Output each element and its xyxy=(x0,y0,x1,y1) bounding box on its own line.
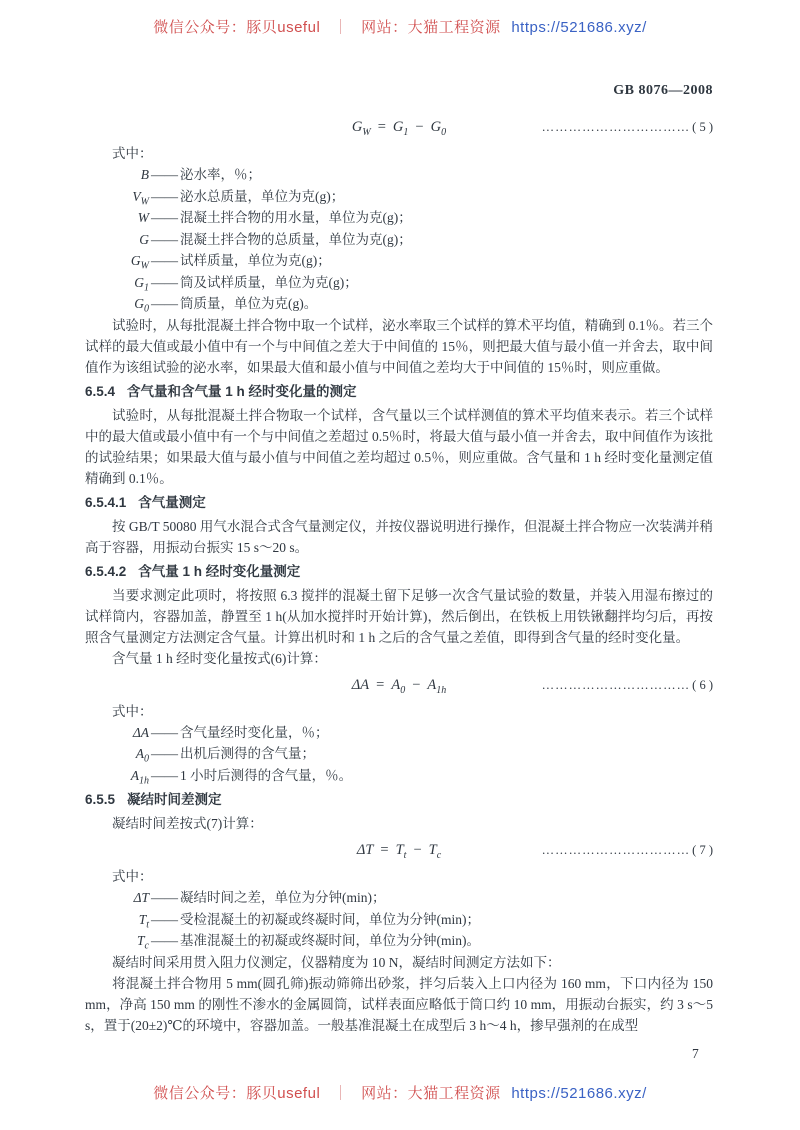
leader-dots: …………………………… xyxy=(541,843,691,857)
term-symbol: V xyxy=(132,188,141,204)
term-subscript: W xyxy=(140,196,149,208)
minus-sign: − xyxy=(415,119,424,135)
para-setting-time-method-body: 将混凝土拌合物用 5 mm(圆孔筛)振动筛筛出砂浆，拌匀后装入上口内径为 160 mm，下口内径为 150 mm，净高 150 mm 的刚性不渗水的金属圆筒，试样表面应略低于筒口约 10 mm，用振动台振实，约 3 s～5 s，置于(20±2)℃的环境中，容器加盖。一般基准混凝土在成型后 3 h～4 h，掺早强剂的在成型 xyxy=(85,975,713,1033)
term-symbol: A xyxy=(135,746,144,761)
definition-desc: 试样质量，单位为克(g)； xyxy=(180,253,331,268)
formula-5-reference xyxy=(542,114,713,141)
term-subscript: 1h xyxy=(139,775,149,787)
formula-6-expression xyxy=(351,676,447,696)
para-formula-7-intro: 凝结时间差按式(7)计算： xyxy=(112,816,263,831)
heading-title: 含气量和含气量 1 h 经时变化量的测定 xyxy=(127,383,357,399)
formula-5 xyxy=(85,113,713,141)
definition-dash: —— xyxy=(151,167,178,182)
banner-wechat-text: 微信公众号：豚贝useful xyxy=(153,1085,321,1102)
definition-desc: 含气量经时变化量，％； xyxy=(180,724,329,740)
heading-title: 含气量测定 xyxy=(138,494,206,510)
banner-site-text: 网站：大猫工程资源 xyxy=(361,19,501,36)
definition-dash: —— xyxy=(151,933,178,948)
where-label-6: 式中： xyxy=(112,703,153,719)
definition-term xyxy=(85,186,149,208)
term-symbol: ΔT xyxy=(133,890,149,905)
heading-number: 6.5.5 xyxy=(85,792,116,807)
definition-row xyxy=(85,930,713,952)
formula-7-lhs: ΔT xyxy=(356,842,374,858)
definition-dash: —— xyxy=(151,188,178,204)
heading-title: 凝结时间差测定 xyxy=(127,792,222,807)
heading-6-5-4 xyxy=(85,381,713,403)
definition-desc: 基准混凝土的初凝或终凝时间，单位为分钟(min)。 xyxy=(180,933,480,948)
term-subscript: t xyxy=(146,919,149,931)
banner-site-text: 网站：大猫工程资源 xyxy=(361,1085,501,1102)
heading-number: 6.5.4.2 xyxy=(85,563,127,579)
definition-row xyxy=(85,250,713,272)
definition-row xyxy=(85,887,713,909)
term-subscript: c xyxy=(144,940,149,952)
term-symbol: G xyxy=(134,274,144,290)
heading-title: 含气量 1 h 经时变化量测定 xyxy=(138,563,301,579)
para-formula-6-intro: 含气量 1 h 经时变化量按式(6)计算： xyxy=(112,650,327,666)
formula-7 xyxy=(85,836,713,864)
heading-number: 6.5.4.1 xyxy=(85,494,127,510)
formula-7-term1-sub: t xyxy=(403,849,407,861)
formula-7-reference xyxy=(542,837,713,864)
para-6-5-4-1-body: 按 GB/T 50080 用气水混合式含气量测定仪，并按仪器说明进行操作，但混凝土拌合物应一次装满并稍高于容器，用振动台振实 15 s～20 s。 xyxy=(85,518,713,555)
definition-term xyxy=(85,743,149,765)
definition-term xyxy=(85,229,149,251)
banner-url-link[interactable]: https://521686.xyz/ xyxy=(511,19,647,36)
formula-5-lhs-sub: W xyxy=(362,126,371,138)
term-symbol: G xyxy=(139,231,149,247)
definition-term xyxy=(85,250,149,272)
definition-term xyxy=(85,765,149,787)
definition-desc: 1 小时后测得的含气量，％。 xyxy=(180,767,353,783)
para-6-5-4-body: 试验时，从每批混凝土拌合物取一个试样，含气量以三个试样测值的算术平均值来表示。若三个试样中的最大值或最小值中有一个与中间值之差超过 0.5％时，将最大值与最小值一并舍去，取中间值作为该批的试验结果；如果最大值与最小值与中间值之差均超过 0.5％，则应重做。含气量和 1 h 经时变化量测定值精确到 0.1％。 xyxy=(85,407,713,486)
minus-sign: − xyxy=(413,842,422,858)
formula-5-term2: G xyxy=(430,119,442,135)
definition-desc: 泌水总质量，单位为克(g)； xyxy=(180,188,345,204)
definition-row xyxy=(85,765,713,787)
heading-6-5-4-2 xyxy=(85,561,713,583)
equals-sign: = xyxy=(376,676,385,693)
formula-7-expression xyxy=(356,842,442,861)
definition-term xyxy=(85,930,149,952)
para-bleeding-rate-result: 试验时，从每批混凝土拌合物中取一个试样，泌水率取三个试样的算术平均值，精确到 0.1％。若三个试样的最大值或最小值中有一个与中间值之差大于中间值的 15％，则把最大值与最小值一并舍去，取中间值作为该组试验的泌水率，如果最大值和最小值与中间值之差均大于中间值的 15％时，则应重做。 xyxy=(85,317,713,375)
formula-7-term2-sub: c xyxy=(436,849,442,861)
definition-dash: —— xyxy=(151,231,178,247)
formula-5-term1-sub: 1 xyxy=(403,126,409,138)
definition-row xyxy=(85,207,713,229)
definition-row xyxy=(85,909,713,931)
definition-term xyxy=(85,272,149,294)
formula-6-number: ( 6 ) xyxy=(692,677,713,692)
definition-dash: —— xyxy=(151,210,178,225)
leader-dots: …………………………… xyxy=(541,677,691,692)
term-symbol: A xyxy=(130,767,139,783)
formula-5-number: ( 5 ) xyxy=(692,120,713,134)
definition-desc: 凝结时间之差，单位为分钟(min)； xyxy=(180,890,386,905)
definition-dash: —— xyxy=(151,746,178,761)
definition-desc: 筒及试样质量，单位为克(g)； xyxy=(180,274,358,290)
definition-term xyxy=(85,887,149,909)
where-label-5: 式中： xyxy=(112,146,153,161)
formula-6-term2-sub: 1h xyxy=(436,684,447,696)
heading-6-5-4-1 xyxy=(85,492,713,514)
formula-6-term2: A xyxy=(427,676,437,693)
definition-desc: 混凝土拌合物的总质量，单位为克(g)； xyxy=(180,231,412,247)
formula-6-term1-sub: 0 xyxy=(400,684,406,696)
definition-term xyxy=(85,909,149,931)
para-6-5-4-2-body: 当要求测定此项时，将按照 6.3 搅拌的混凝土留下足够一次含气量试验的数量，并装入用湿布擦过的试样筒内，容器加盖，静置至 1 h(从加水搅拌时开始计算)，然后倒出，在铁板上用铁锹翻拌均匀后，再按照含气量测定方法测定含气量。计算出机时和 1 h 之后的含气量之差值，即得到含气量的经时变化量。 xyxy=(85,587,713,645)
formula-5-expression xyxy=(351,119,447,138)
banner-url-link[interactable]: https://521686.xyz/ xyxy=(511,1085,647,1102)
definition-row xyxy=(85,272,713,294)
para-setting-time-method-intro: 凝结时间采用贯入阻力仪测定，仪器精度为 10 N，凝结时间测定方法如下： xyxy=(112,954,561,970)
document-content xyxy=(85,80,713,1036)
definition-desc: 出机后测得的含气量； xyxy=(180,746,315,761)
term-symbol: G xyxy=(134,296,144,311)
definition-row xyxy=(85,293,713,315)
heading-number: 6.5.4 xyxy=(85,383,116,399)
term-symbol: W xyxy=(137,210,149,225)
formula-6 xyxy=(85,671,713,699)
definition-dash: —— xyxy=(151,296,178,311)
banner-separator: ｜ xyxy=(332,1085,349,1102)
formula-5-lhs: G xyxy=(351,119,363,135)
definition-dash: —— xyxy=(151,911,178,927)
where-label-7: 式中： xyxy=(112,869,153,884)
formula-7-term1: T xyxy=(395,842,404,858)
formula-5-term2-sub: 0 xyxy=(441,126,447,138)
definition-dash: —— xyxy=(151,253,178,268)
definition-desc: 混凝土拌合物的用水量，单位为克(g)； xyxy=(180,210,412,225)
banner-separator: ｜ xyxy=(332,19,349,36)
definition-term xyxy=(85,207,149,229)
term-subscript: 0 xyxy=(144,303,149,315)
term-subscript: W xyxy=(140,260,149,272)
formula-6-term1: A xyxy=(391,676,401,693)
definition-term xyxy=(85,164,149,186)
term-subscript: 0 xyxy=(144,753,149,765)
definition-row xyxy=(85,186,713,208)
term-symbol: B xyxy=(140,167,149,182)
term-symbol: ΔA xyxy=(132,724,149,740)
definition-dash: —— xyxy=(151,274,178,290)
footer-banner xyxy=(0,1082,800,1103)
standard-code: GB 8076—2008 xyxy=(613,83,713,98)
term-symbol: T xyxy=(138,911,147,927)
term-subscript: 1 xyxy=(144,282,149,294)
definition-term xyxy=(85,293,149,315)
definition-dash: —— xyxy=(151,724,178,740)
formula-6-reference xyxy=(542,672,713,699)
definition-row xyxy=(85,229,713,251)
definition-row xyxy=(85,743,713,765)
formula-7-number: ( 7 ) xyxy=(692,843,713,857)
definition-dash: —— xyxy=(151,767,178,783)
banner-wechat-text: 微信公众号：豚贝useful xyxy=(153,19,321,36)
minus-sign: − xyxy=(412,676,421,693)
definition-desc: 泌水率，％； xyxy=(180,167,261,182)
definition-dash: —— xyxy=(151,890,178,905)
equals-sign: = xyxy=(380,842,389,858)
definition-row xyxy=(85,164,713,186)
term-symbol: G xyxy=(130,253,141,268)
definition-desc: 受检混凝土的初凝或终凝时间，单位为分钟(min)； xyxy=(180,911,480,927)
term-symbol: T xyxy=(137,933,145,948)
definition-row xyxy=(85,722,713,744)
formula-5-term1: G xyxy=(392,119,404,135)
equals-sign: = xyxy=(377,119,386,135)
definition-term xyxy=(85,722,149,744)
formula-7-term2: T xyxy=(428,842,437,858)
heading-6-5-5 xyxy=(85,789,713,811)
header-banner xyxy=(0,16,800,37)
page-number: 7 xyxy=(692,1046,699,1061)
leader-dots: …………………………… xyxy=(541,120,691,134)
formula-6-lhs: ΔA xyxy=(351,676,370,693)
definition-desc: 筒质量，单位为克(g)。 xyxy=(180,296,318,311)
